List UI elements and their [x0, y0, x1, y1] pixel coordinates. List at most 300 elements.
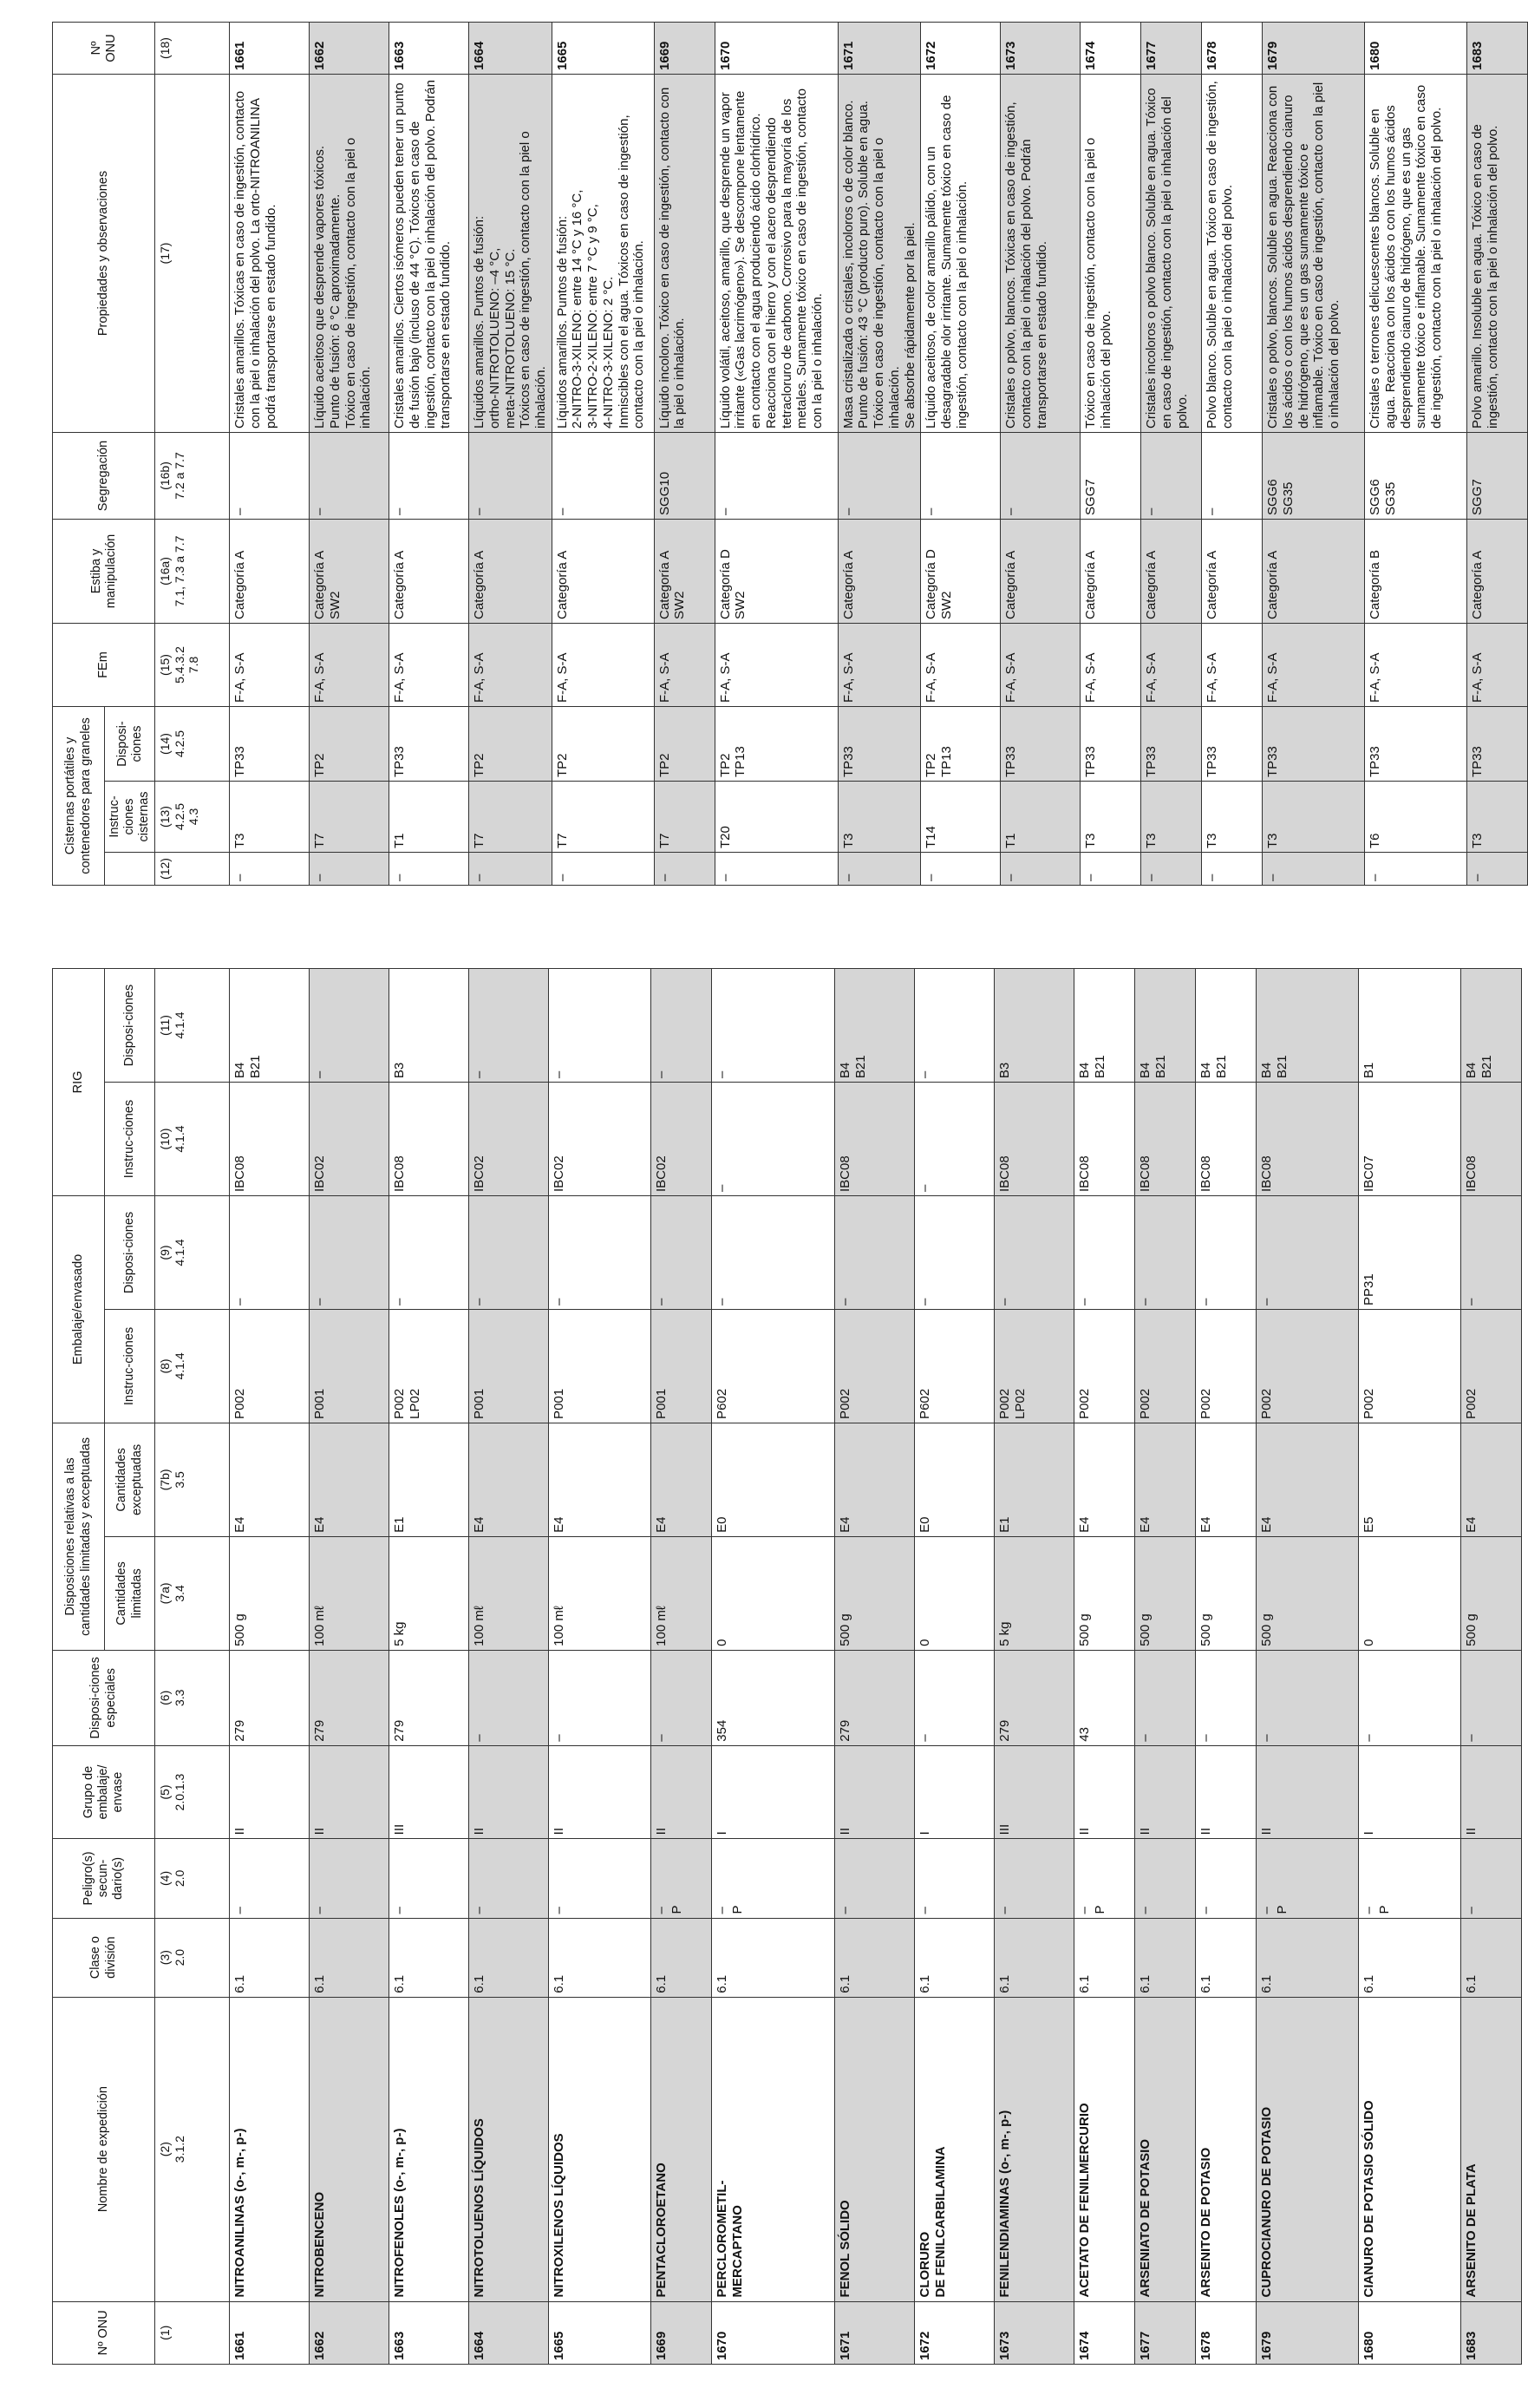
tank-provision: TP33 [838, 706, 920, 781]
un-number: 1665 [549, 2301, 651, 2364]
table-row [1081, 22, 1141, 885]
stowage: Categoría A [389, 519, 469, 623]
limited-quantity: 100 mℓ [310, 1536, 389, 1650]
subsidiary-risk: – P [1257, 1839, 1359, 1918]
ibc-instruction: – [712, 1083, 835, 1196]
header-packing: Embalaje/envasado [53, 1196, 105, 1423]
excepted-quantity: E4 [1257, 1423, 1359, 1536]
table-row [1359, 969, 1461, 2365]
stowage: Categoría A [1081, 519, 1141, 623]
table-row [712, 969, 835, 2365]
special-provisions: – [469, 1650, 549, 1745]
subsidiary-risk: – [1461, 1839, 1522, 1918]
col-12: – [1001, 853, 1081, 886]
header-ibc-prov: Disposi-ciones [105, 969, 155, 1083]
packing-instruction: P002 [230, 1309, 310, 1423]
excepted-quantity: E1 [389, 1423, 469, 1536]
stowage: Categoría D SW2 [921, 519, 1001, 623]
un-number: 1664 [469, 22, 552, 74]
header-segregation: Segregación [53, 432, 155, 519]
shipping-name: ACETATO DE FENILMERCURIO [1074, 1997, 1135, 2301]
un-number: 1661 [230, 22, 310, 74]
segregation: – [921, 432, 1001, 519]
column-number: (4) 2.0 [155, 1839, 230, 1918]
col-12: – [1365, 853, 1467, 886]
col-12: – [310, 853, 389, 886]
header-ibc: RIG [53, 969, 105, 1196]
un-number: 1677 [1135, 2301, 1196, 2364]
shipping-name: NITROTOLUENOS LÍQUIDOS [469, 1997, 549, 2301]
col-12: – [1081, 853, 1141, 886]
segregation: – [310, 432, 389, 519]
table-row [549, 969, 651, 2365]
properties: Masa cristalizada o cristales, incoloros o de color blanco. Punto de fusión: 43 °C (producto puro). Soluble en agua. Tóxico en caso de ingestión, contacto con la piel o inhalación. Se absorbe rápidamente por la piel. [838, 74, 920, 432]
special-provisions: 354 [712, 1650, 835, 1745]
special-provisions: 43 [1074, 1650, 1135, 1745]
tank-provision: TP2 TP13 [921, 706, 1001, 781]
un-number: 1664 [469, 2301, 549, 2364]
tank-provision: TP2 [654, 706, 715, 781]
ibc-instruction: IBC02 [310, 1083, 389, 1196]
subsidiary-risk: – [1196, 1839, 1257, 1918]
un-number: 1671 [838, 22, 920, 74]
limited-quantity: 0 [712, 1536, 835, 1650]
header-tank-instr: Instruc-ciones cisternas [105, 782, 155, 853]
properties: Cristales incoloros o polvo blanco. Soluble en agua. Tóxico en caso de ingestión, contacto con la piel o inhalación del polvo. [1141, 74, 1202, 432]
ems: F-A, S-A [654, 623, 715, 706]
table-row [1202, 22, 1263, 885]
excepted-quantity: E4 [230, 1423, 310, 1536]
special-provisions: – [651, 1650, 712, 1745]
segregation: – [552, 432, 654, 519]
packing-provision: – [310, 1196, 389, 1310]
table-row [835, 969, 915, 2365]
packing-provision: – [1257, 1196, 1359, 1310]
properties: Líquidos amarillos. Puntos de fusión: 2-NITRO-3-XILENO: entre 14 °C y 16 °C, 3-NITRO-2-XILENO: entre 7 °C y 9 °C, 4-NITRO-3-XILENO: 2 °C. Inmiscibles con el agua. Tóxicos en caso de ingestión, contacto con la piel o inhalación. [552, 74, 654, 432]
shipping-name: NITROBENCENO [310, 1997, 389, 2301]
limited-quantity: 0 [915, 1536, 995, 1650]
properties: Polvo blanco. Soluble en agua. Tóxico en caso de ingestión, contacto con la piel o inhalación del polvo. [1202, 74, 1263, 432]
table-row [654, 22, 715, 885]
special-provisions: – [1135, 1650, 1196, 1745]
tank-provision: TP33 [1467, 706, 1528, 781]
un-number: 1673 [995, 2301, 1074, 2364]
packing-provision: – [389, 1196, 469, 1310]
ibc-instruction: IBC02 [549, 1083, 651, 1196]
col-12: – [1202, 853, 1263, 886]
un-number: 1670 [715, 22, 838, 74]
un-number: 1672 [921, 22, 1001, 74]
column-number: (12) [155, 853, 230, 886]
ibc-instruction: IBC07 [1359, 1083, 1461, 1196]
segregation: – [1001, 432, 1081, 519]
un-number: 1670 [712, 2301, 835, 2364]
tank-instruction: T3 [1202, 782, 1263, 853]
subsidiary-risk: – P [712, 1839, 835, 1918]
ibc-instruction: IBC08 [1135, 1083, 1196, 1196]
segregation: – [1202, 432, 1263, 519]
special-provisions: 279 [310, 1650, 389, 1745]
header-pack-prov: Disposi-ciones [105, 1196, 155, 1310]
tank-instruction: T3 [230, 782, 310, 853]
segregation: – [469, 432, 552, 519]
packing-instruction: P001 [310, 1309, 389, 1423]
properties: Polvo amarillo. Insoluble en agua. Tóxico en caso de ingestión, contacto con la piel o inhalación del polvo. [1467, 74, 1528, 432]
col-12: – [654, 853, 715, 886]
table-row [469, 969, 549, 2365]
ibc-provision: – [549, 969, 651, 1083]
special-provisions: 279 [995, 1650, 1074, 1745]
un-number: 1663 [389, 22, 469, 74]
stowage: Categoría A [1202, 519, 1263, 623]
tank-instruction: T3 [1081, 782, 1141, 853]
class: 6.1 [995, 1918, 1074, 1997]
excepted-quantity: E4 [1135, 1423, 1196, 1536]
column-number: (2) 3.1.2 [155, 1997, 230, 2301]
ibc-provision: B4 B21 [230, 969, 310, 1083]
tank-provision: TP2 [310, 706, 389, 781]
subsidiary-risk: – [230, 1839, 310, 1918]
tank-provision: TP2 [552, 706, 654, 781]
shipping-name: NITROANILINAS (o-, m-, p-) [230, 1997, 310, 2301]
col-12: – [715, 853, 838, 886]
ems: F-A, S-A [1001, 623, 1081, 706]
shipping-name: PENTACLOROETANO [651, 1997, 712, 2301]
segregation: SGG7 [1081, 432, 1141, 519]
limited-quantity: 500 g [1257, 1536, 1359, 1650]
ibc-provision: – [651, 969, 712, 1083]
header-un: Nº ONU [53, 2301, 155, 2364]
subsidiary-risk: – [549, 1839, 651, 1918]
tank-instruction: T7 [310, 782, 389, 853]
excepted-quantity: E4 [310, 1423, 389, 1536]
tank-instruction: T3 [1467, 782, 1528, 853]
un-number: 1680 [1365, 22, 1467, 74]
ibc-provision: – [469, 969, 549, 1083]
col-12: – [1263, 853, 1365, 886]
properties: Líquido incoloro. Tóxico en caso de ingestión, contacto con la piel o inhalación. [654, 74, 715, 432]
packing-instruction: P001 [549, 1309, 651, 1423]
ems: F-A, S-A [715, 623, 838, 706]
packing-group: II [469, 1745, 549, 1839]
table-row [1263, 22, 1365, 885]
ems: F-A, S-A [1365, 623, 1467, 706]
ibc-provision: B4 B21 [1461, 969, 1522, 1083]
ems: F-A, S-A [1141, 623, 1202, 706]
class: 6.1 [1196, 1918, 1257, 1997]
column-number: (6) 3.3 [155, 1650, 230, 1745]
packing-instruction: P001 [651, 1309, 712, 1423]
col-12: – [469, 853, 552, 886]
ibc-instruction: IBC08 [1461, 1083, 1522, 1196]
subsidiary-risk: – [915, 1839, 995, 1918]
properties: Cristales amarillos. Tóxicas en caso de ingestión, contacto con la piel o inhalación del polvo. La orto-NITROANILINA podrá transportarse en estado fundido. [230, 74, 310, 432]
class: 6.1 [1257, 1918, 1359, 1997]
stowage: Categoría D SW2 [715, 519, 838, 623]
class: 6.1 [389, 1918, 469, 1997]
un-number: 1674 [1081, 22, 1141, 74]
ibc-provision: B4 B21 [1196, 969, 1257, 1083]
table-row [838, 22, 920, 885]
excepted-quantity: E4 [549, 1423, 651, 1536]
header-ems: FEm [53, 623, 155, 706]
table-row [230, 22, 310, 885]
ems: F-A, S-A [1263, 623, 1365, 706]
stowage: Categoría A [1467, 519, 1528, 623]
segregation: – [838, 432, 920, 519]
column-number: (9) 4.1.4 [155, 1196, 230, 1310]
excepted-quantity: E4 [469, 1423, 549, 1536]
header-lq: Cantidades limitadas [105, 1536, 155, 1650]
packing-group: II [1074, 1745, 1135, 1839]
tank-provision: TP33 [1141, 706, 1202, 781]
shipping-name: ARSENITO DE PLATA [1461, 1997, 1522, 2301]
header-packing-group: Grupo de embalaje/ envase [53, 1745, 155, 1839]
limited-quantity: 500 g [230, 1536, 310, 1650]
table-row [552, 22, 654, 885]
packing-provision: – [230, 1196, 310, 1310]
column-number: (8) 4.1.4 [155, 1309, 230, 1423]
stowage: Categoría A [1141, 519, 1202, 623]
packing-provision: – [712, 1196, 835, 1310]
class: 6.1 [1359, 1918, 1461, 1997]
column-numbers [155, 969, 230, 2365]
ibc-provision: B4 B21 [835, 969, 915, 1083]
ibc-instruction: – [915, 1083, 995, 1196]
packing-group: I [712, 1745, 835, 1839]
packing-group: II [1461, 1745, 1522, 1839]
un-number: 1678 [1196, 2301, 1257, 2364]
un-number: 1669 [651, 2301, 712, 2364]
header-eq: Cantidades exceptuadas [105, 1423, 155, 1536]
class: 6.1 [549, 1918, 651, 1997]
properties: Cristales o terrones delicuescentes blancos. Soluble en agua. Reacciona con los ácidos o con los humos ácidos desprendiendo cianuro de hidrógeno, que es un gas sumamente tóxico e inflamable. Sumamente tóxico en caso de ingestión, contacto con la piel o inhalación del polvo. [1365, 74, 1467, 432]
table-row [1365, 22, 1467, 885]
un-number: 1673 [1001, 22, 1081, 74]
column-number: (3) 2.0 [155, 1918, 230, 1997]
table-body-right [230, 22, 1528, 885]
header-properties: Propiedades y observaciones [53, 74, 155, 432]
subsidiary-risk: – P [1074, 1839, 1135, 1918]
shipping-name: FENOL SÓLIDO [835, 1997, 915, 2301]
ibc-instruction: IBC02 [651, 1083, 712, 1196]
un-number: 1665 [552, 22, 654, 74]
ibc-instruction: IBC08 [1196, 1083, 1257, 1196]
excepted-quantity: E0 [915, 1423, 995, 1536]
tank-instruction: T20 [715, 782, 838, 853]
ibc-instruction: IBC08 [835, 1083, 915, 1196]
un-number: 1661 [230, 2301, 310, 2364]
dangerous-goods-table-left [52, 968, 1522, 2365]
packing-group: III [389, 1745, 469, 1839]
tank-instruction: T3 [838, 782, 920, 853]
segregation: – [389, 432, 469, 519]
packing-instruction: P001 [469, 1309, 549, 1423]
table-row [1141, 22, 1202, 885]
table-row [1001, 22, 1081, 885]
un-number: 1662 [310, 2301, 389, 2364]
class: 6.1 [1074, 1918, 1135, 1997]
subsidiary-risk: – P [651, 1839, 712, 1918]
excepted-quantity: E4 [1074, 1423, 1135, 1536]
ibc-provision: B4 B21 [1135, 969, 1196, 1083]
class: 6.1 [1135, 1918, 1196, 1997]
special-provisions: – [1461, 1650, 1522, 1745]
properties: Cristales o polvo, blancos. Tóxicas en caso de ingestión, contacto con la piel o inhalación del polvo. Podrán transportarse en estado fundido. [1001, 74, 1081, 432]
column-number: (14) 4.2.5 [155, 706, 230, 781]
un-number: 1674 [1074, 2301, 1135, 2364]
col-12: – [389, 853, 469, 886]
excepted-quantity: E4 [835, 1423, 915, 1536]
shipping-name: NITROFENOLES (o-, m-, p-) [389, 1997, 469, 2301]
special-provisions: – [1196, 1650, 1257, 1745]
limited-quantity: 100 mℓ [549, 1536, 651, 1650]
ibc-provision: – [310, 969, 389, 1083]
limited-quantity: 500 g [1074, 1536, 1135, 1650]
table-body-left [230, 969, 1522, 2365]
ems: F-A, S-A [838, 623, 920, 706]
stowage: Categoría A [1263, 519, 1365, 623]
properties: Líquidos amarillos. Puntos de fusión: ortho-NITROTOLUENO: –4 °C, meta-NITROTOLUENO: 15 °C. Tóxicos en caso de ingestión, contacto con la piel o inhalación. [469, 74, 552, 432]
limited-quantity: 5 kg [995, 1536, 1074, 1650]
packing-group: II [1135, 1745, 1196, 1839]
ibc-instruction: IBC02 [469, 1083, 549, 1196]
un-number: 1679 [1257, 2301, 1359, 2364]
col-12: – [838, 853, 920, 886]
dangerous-goods-table-right [52, 22, 1528, 886]
column-number: (16b) 7.2 a 7.7 [155, 432, 230, 519]
ibc-provision: B3 [995, 969, 1074, 1083]
column-number: (18) [155, 22, 230, 74]
properties: Líquido aceitoso que desprende vapores tóxicos. Punto de fusión: 6 °C aproximadamente. Tóxico en caso de ingestión, contacto con la piel o inhalación. [310, 74, 389, 432]
properties: Líquido aceitoso, de color amarillo pálido, con un desagradable olor irritante. Sumamente tóxico en caso de ingestión, contacto con la piel o inhalación. [921, 74, 1001, 432]
packing-instruction: P002 [1196, 1309, 1257, 1423]
packing-group: II [651, 1745, 712, 1839]
tank-instruction: T7 [469, 782, 552, 853]
tank-provision: TP2 [469, 706, 552, 781]
properties: Cristales o polvo, blancos. Soluble en agua. Reacciona con los ácidos o con los humos ácidos desprendiendo cianuro de hidrógeno, que es un gas sumamente tóxico e inflamable. Tóxico en caso de ingestión, contacto con la piel o inhalación del polvo. [1263, 74, 1365, 432]
shipping-name: CUPROCIANURO DE POTASIO [1257, 1997, 1359, 2301]
class: 6.1 [712, 1918, 835, 1997]
packing-instruction: P002 LP02 [389, 1309, 469, 1423]
packing-group: II [230, 1745, 310, 1839]
class: 6.1 [310, 1918, 389, 1997]
ems: F-A, S-A [1081, 623, 1141, 706]
special-provisions: – [1359, 1650, 1461, 1745]
tank-provision: TP33 [1263, 706, 1365, 781]
ibc-instruction: IBC08 [389, 1083, 469, 1196]
ibc-provision: – [712, 969, 835, 1083]
table-row [1467, 22, 1528, 885]
subsidiary-risk: – [835, 1839, 915, 1918]
packing-provision: – [915, 1196, 995, 1310]
packing-instruction: P002 [1135, 1309, 1196, 1423]
stowage: Categoría A SW2 [654, 519, 715, 623]
header-subsidiary: Peligro(s) secun-dario(s) [53, 1839, 155, 1918]
col-12: – [1467, 853, 1528, 886]
excepted-quantity: E5 [1359, 1423, 1461, 1536]
packing-group: II [835, 1745, 915, 1839]
stowage: Categoría A [552, 519, 654, 623]
table-row [921, 22, 1001, 885]
ibc-instruction: IBC08 [1257, 1083, 1359, 1196]
un-number: 1663 [389, 2301, 469, 2364]
shipping-name: PERCLOROMETIL- MERCAPTANO [712, 1997, 835, 2301]
column-number: (10) 4.1.4 [155, 1083, 230, 1196]
limited-quantity: 5 kg [389, 1536, 469, 1650]
ems: F-A, S-A [552, 623, 654, 706]
column-number: (7a) 3.4 [155, 1536, 230, 1650]
header-pack-instr: Instruc-ciones [105, 1309, 155, 1423]
table-row [1257, 969, 1359, 2365]
shipping-name: ARSENIATO DE POTASIO [1135, 1997, 1196, 2301]
header-tank-prov: Disposi-ciones [105, 706, 155, 781]
table-row [715, 22, 838, 885]
ems: F-A, S-A [469, 623, 552, 706]
ibc-instruction: IBC08 [230, 1083, 310, 1196]
segregation: – [1141, 432, 1202, 519]
un-number: 1683 [1461, 2301, 1522, 2364]
col-12: – [921, 853, 1001, 886]
ems: F-A, S-A [230, 623, 310, 706]
tank-provision: TP2 TP13 [715, 706, 838, 781]
packing-group: I [1359, 1745, 1461, 1839]
packing-instruction: P002 [1461, 1309, 1522, 1423]
table-row [1461, 969, 1522, 2365]
ems: F-A, S-A [1467, 623, 1528, 706]
packing-group: III [995, 1745, 1074, 1839]
packing-instruction: P602 [915, 1309, 995, 1423]
packing-instruction: P002 [1359, 1309, 1461, 1423]
header-ibc-instr: Instruc-ciones [105, 1083, 155, 1196]
packing-group: II [549, 1745, 651, 1839]
limited-quantity: 500 g [835, 1536, 915, 1650]
ibc-instruction: IBC08 [1074, 1083, 1135, 1196]
shipping-name: CLORURO DE FENILCARBILAMINA [915, 1997, 995, 2301]
header-name: Nombre de expedición [53, 1997, 155, 2301]
column-number: (16a) 7.1, 7.3 a 7.7 [155, 519, 230, 623]
excepted-quantity: E4 [1196, 1423, 1257, 1536]
packing-instruction: P002 LP02 [995, 1309, 1074, 1423]
special-provisions: – [1257, 1650, 1359, 1745]
limited-quantity: 500 g [1135, 1536, 1196, 1650]
subsidiary-risk: – [389, 1839, 469, 1918]
packing-instruction: P002 [1257, 1309, 1359, 1423]
excepted-quantity: E4 [1461, 1423, 1522, 1536]
subsidiary-risk: – [310, 1839, 389, 1918]
packing-provision: – [1074, 1196, 1135, 1310]
subsidiary-risk: – P [1359, 1839, 1461, 1918]
excepted-quantity: E1 [995, 1423, 1074, 1536]
tank-instruction: T3 [1263, 782, 1365, 853]
ems: F-A, S-A [310, 623, 389, 706]
special-provisions: – [915, 1650, 995, 1745]
packing-provision: – [549, 1196, 651, 1310]
column-number: (7b) 3.5 [155, 1423, 230, 1536]
limited-quantity: 500 g [1196, 1536, 1257, 1650]
table-row [389, 969, 469, 2365]
tank-provision: TP33 [1365, 706, 1467, 781]
tank-instruction: T14 [921, 782, 1001, 853]
column-number: (5) 2.0.1.3 [155, 1745, 230, 1839]
packing-instruction: P602 [712, 1309, 835, 1423]
special-provisions: 279 [389, 1650, 469, 1745]
properties: Cristales amarillos. Ciertos isómeros pueden tener un punto de fusión bajo (incluso de 44 °C). Tóxicos en caso de ingestión, contacto con la piel o inhalación del polvo. Podrán transportarse en estado fundido. [389, 74, 469, 432]
column-number: (1) [155, 2301, 230, 2364]
special-provisions: – [549, 1650, 651, 1745]
tank-instruction: T3 [1141, 782, 1202, 853]
limited-quantity: 100 mℓ [469, 1536, 549, 1650]
